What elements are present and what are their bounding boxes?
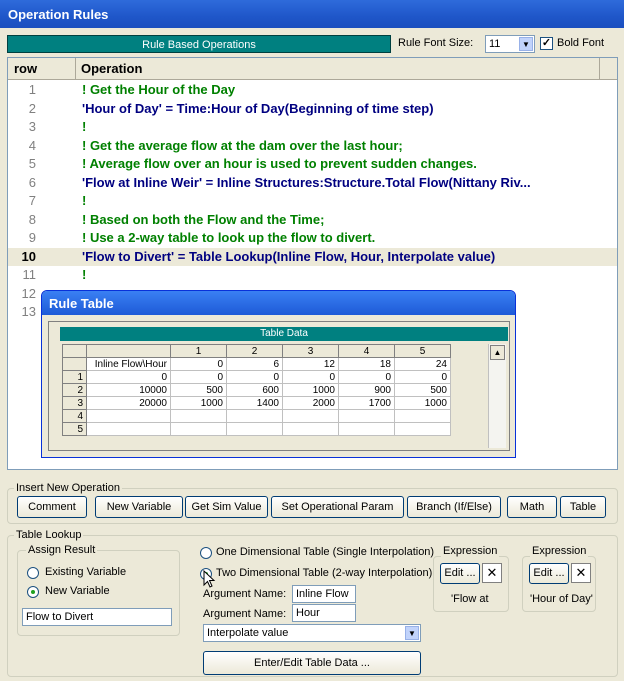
interpolation-select[interactable]	[203, 624, 421, 642]
table-row[interactable]	[8, 211, 618, 229]
row-number: 8	[28, 211, 36, 227]
table-data-header: Table Data	[60, 327, 508, 341]
table-cell[interactable]: 0	[171, 371, 227, 384]
table-cell[interactable]: 0	[339, 371, 395, 384]
operation-text: ! Get the average flow at the dam over the last hour;	[82, 137, 403, 153]
table-cell[interactable]: 18	[339, 358, 395, 371]
new-variable-button[interactable]: New Variable	[95, 496, 183, 518]
table-cell[interactable]: 1000	[283, 384, 339, 397]
expression1-title: Expression	[443, 545, 498, 557]
expression2-title: Expression	[532, 545, 587, 557]
font-size-select[interactable]	[485, 35, 535, 53]
row-number: 11	[22, 267, 36, 282]
expression2-clear-icon[interactable]: ✕	[571, 563, 591, 583]
row-number: 6	[28, 174, 36, 190]
new-variable-label: New Variable	[45, 585, 110, 597]
corner-cell	[63, 345, 87, 358]
two-dim-table-label: Two Dimensional Table (2-way Interpolation)	[216, 567, 433, 579]
row-header[interactable]: 3	[63, 397, 87, 410]
table-cell[interactable]: 12	[283, 358, 339, 371]
col-header-operation[interactable]: Operation	[76, 58, 600, 79]
table-cell[interactable]	[171, 410, 227, 423]
table-cell[interactable]: 10000	[87, 384, 171, 397]
column-header[interactable]: 4	[339, 345, 395, 358]
argument1-label: Argument Name:	[203, 588, 287, 600]
bold-font-label: Bold Font	[557, 37, 605, 49]
table-row[interactable]	[8, 174, 618, 192]
expression1-value: 'Flow at	[451, 593, 489, 605]
comment-button[interactable]: Comment	[17, 496, 87, 518]
table-cell[interactable]	[395, 410, 451, 423]
column-header[interactable]: 5	[395, 345, 451, 358]
table-data-grid[interactable]	[62, 344, 451, 436]
expression2-value: 'Hour of Day'	[530, 593, 593, 605]
table-cell[interactable]	[87, 423, 171, 436]
expression1-clear-icon[interactable]: ✕	[482, 563, 502, 583]
table-cell[interactable]	[171, 423, 227, 436]
row-number: 12	[21, 285, 36, 301]
table-row[interactable]	[63, 410, 451, 423]
table-cell[interactable]: Inline Flow\Hour	[87, 358, 171, 371]
operation-text: ! Use a 2-way table to look up the flow to divert.	[82, 230, 376, 245]
row-number: 7	[28, 193, 36, 208]
table-cell[interactable]	[339, 410, 395, 423]
grid-header	[8, 58, 618, 80]
table-row[interactable]	[63, 397, 451, 410]
new-variable-radio[interactable]	[27, 586, 39, 598]
rule-font-size-label: Rule Font Size:	[398, 37, 474, 49]
table-cell[interactable]: 1000	[171, 397, 227, 410]
table-row[interactable]	[8, 137, 618, 155]
bold-font-checkbox[interactable]: ✓	[541, 37, 552, 49]
row-number: 5	[28, 156, 36, 171]
table-cell[interactable]	[283, 423, 339, 436]
column-header[interactable]: 1	[171, 345, 227, 358]
table-row[interactable]	[63, 423, 451, 436]
column-header[interactable]: 3	[283, 345, 339, 358]
table-cell[interactable]: 6	[227, 358, 283, 371]
operation-text: 'Flow at Inline Weir' = Inline Structures:Structure.Total Flow(Nittany Riv...	[82, 174, 531, 190]
table-row[interactable]	[8, 229, 618, 247]
operation-text: 'Flow to Divert' = Table Lookup(Inline Flow, Hour, Interpolate value)	[82, 248, 496, 264]
mouse-cursor-icon	[203, 570, 217, 590]
table-cell[interactable]	[87, 410, 171, 423]
argument2-input[interactable]: Hour	[292, 604, 356, 622]
table-row[interactable]	[8, 266, 618, 284]
table-row[interactable]	[8, 100, 618, 118]
table-row[interactable]	[8, 155, 618, 173]
table-cell[interactable]: 24	[395, 358, 451, 371]
table-cell[interactable]: 600	[227, 384, 283, 397]
table-cell[interactable]: 0	[171, 358, 227, 371]
table-lookup-title: Table Lookup	[16, 529, 82, 541]
operation-text: !	[82, 119, 87, 134]
set-operational-param-button[interactable]: Set Operational Param	[271, 496, 404, 518]
operation-text: 'Hour of Day' = Time:Hour of Day(Beginning of time step)	[82, 100, 434, 116]
window-title: Operation Rules	[0, 0, 624, 28]
table-cell[interactable]: 0	[395, 371, 451, 384]
table-cell[interactable]	[283, 410, 339, 423]
argument1-input[interactable]: Inline Flow	[292, 585, 356, 603]
expression1-edit-button[interactable]: Edit ...	[440, 563, 480, 584]
table-cell[interactable]: 500	[395, 384, 451, 397]
table-row[interactable]	[63, 371, 451, 384]
table-cell[interactable]: 1700	[339, 397, 395, 410]
row-number: 3	[28, 119, 36, 134]
table-cell[interactable]: 1000	[395, 397, 451, 410]
row-header[interactable]: 5	[63, 423, 87, 436]
table-cell[interactable]	[395, 423, 451, 436]
get-sim-value-button[interactable]: Get Sim Value	[185, 496, 268, 518]
table-row[interactable]	[8, 81, 618, 99]
chevron-down-icon[interactable]: ▼	[519, 37, 533, 51]
operation-text: !	[82, 267, 87, 282]
table-cell[interactable]	[339, 423, 395, 436]
row-number: 4	[28, 137, 36, 153]
table-data-scrollbar[interactable]	[488, 344, 506, 448]
existing-variable-label: Existing Variable	[45, 566, 127, 578]
chevron-up-icon[interactable]: ▲	[490, 345, 505, 360]
variable-name-input[interactable]: Flow to Divert	[22, 608, 172, 626]
table-cell[interactable]: 500	[171, 384, 227, 397]
table-cell[interactable]: 900	[339, 384, 395, 397]
operation-text: ! Based on both the Flow and the Time;	[82, 211, 325, 227]
expression2-edit-button[interactable]: Edit ...	[529, 563, 569, 584]
table-button[interactable]: Table	[560, 496, 606, 518]
row-header[interactable]: 1	[63, 371, 87, 384]
argument2-label: Argument Name:	[203, 608, 287, 620]
operation-text: !	[82, 193, 87, 208]
row-header[interactable]: 2	[63, 384, 87, 397]
one-dim-table-label: One Dimensional Table (Single Interpolation)	[216, 546, 435, 558]
row-number: 13	[21, 304, 36, 319]
table-cell[interactable]: 20000	[87, 397, 171, 410]
rule-table-title: Rule Table	[42, 291, 515, 315]
table-cell[interactable]: 0	[227, 371, 283, 384]
table-cell[interactable]	[227, 410, 283, 423]
interpolation-value: Interpolate value	[207, 627, 289, 639]
table-row[interactable]	[8, 118, 618, 136]
col-header-row[interactable]: row	[8, 58, 76, 79]
row-number: 2	[28, 100, 36, 116]
table-row[interactable]	[63, 384, 451, 397]
table-cell[interactable]	[227, 423, 283, 436]
table-row[interactable]	[63, 358, 451, 371]
branch-button[interactable]: Branch (If/Else)	[407, 496, 501, 518]
row-header[interactable]: 4	[63, 410, 87, 423]
operation-text: ! Get the Hour of the Day	[82, 82, 236, 97]
table-row[interactable]	[8, 192, 618, 210]
table-row[interactable]	[8, 248, 618, 266]
font-size-value: 11	[489, 38, 501, 50]
table-cell[interactable]: 0	[87, 371, 171, 384]
edit-table-data-button[interactable]: Enter/Edit Table Data ...	[203, 651, 421, 675]
row-header[interactable]	[63, 358, 87, 371]
table-cell[interactable]: 2000	[283, 397, 339, 410]
operation-text: ! Average flow over an hour is used to prevent sudden changes.	[82, 156, 477, 171]
column-header[interactable]	[87, 345, 171, 358]
row-number: 10	[21, 248, 36, 264]
math-button[interactable]: Math	[507, 496, 557, 518]
table-cell[interactable]: 1400	[227, 397, 283, 410]
existing-variable-radio[interactable]	[27, 567, 39, 579]
chevron-down-icon[interactable]: ▼	[405, 626, 419, 640]
one-dim-table-radio[interactable]	[200, 547, 212, 559]
row-number: 1	[28, 82, 36, 97]
rule-based-operations-bar: Rule Based Operations	[7, 35, 391, 53]
insert-operation-title: Insert New Operation	[16, 482, 120, 494]
column-header[interactable]: 2	[227, 345, 283, 358]
table-cell[interactable]: 0	[283, 371, 339, 384]
assign-result-title: Assign Result	[28, 544, 96, 556]
row-number: 9	[28, 230, 36, 245]
